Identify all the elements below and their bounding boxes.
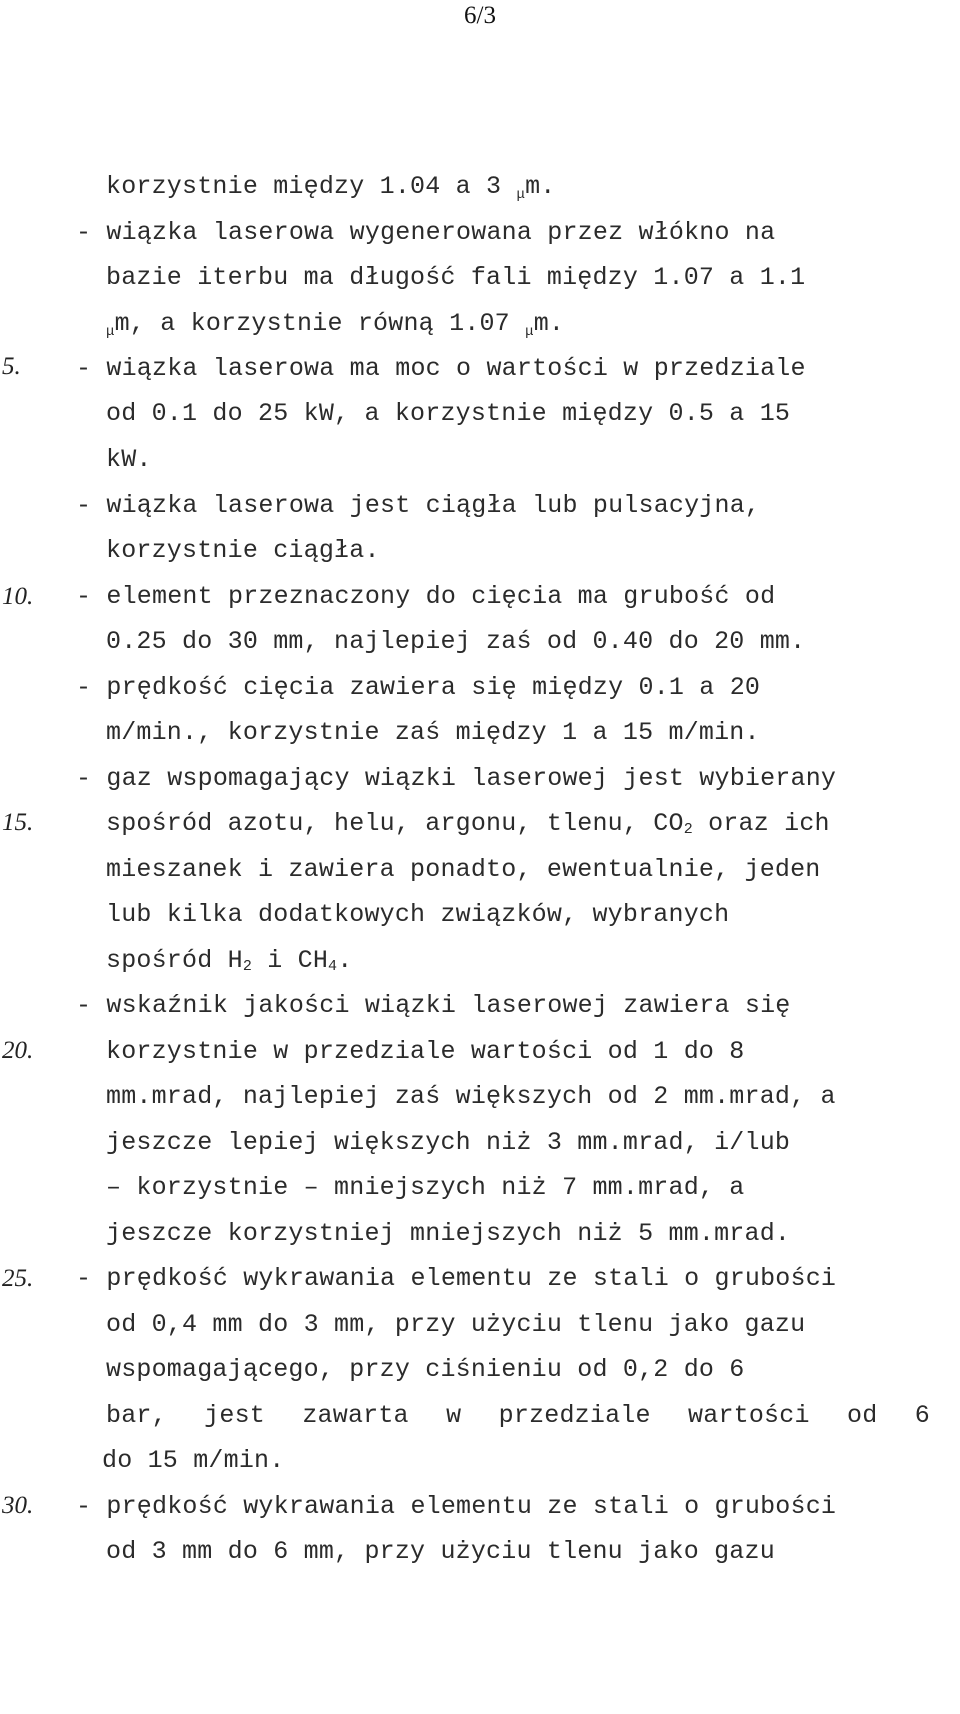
text-line: - prędkość wykrawania elementu ze stali o grubości: [76, 1264, 837, 1293]
text-line: - wskaźnik jakości wiązki laserowej zawiera się: [76, 991, 791, 1020]
text-line: jeszcze lepiej większych niż 3 mm.mrad, i/lub: [106, 1128, 791, 1157]
text-line: bar, jest zawarta w przedziale wartości od 6: [106, 1401, 930, 1430]
line-number-10: 10.: [2, 583, 34, 610]
text-line: kW.: [106, 445, 152, 474]
text-line: od 0.1 do 25 kW, a korzystnie między 0.5 a 15: [106, 399, 791, 428]
text-line: jeszcze korzystniej mniejszych niż 5 mm.mrad.: [106, 1219, 791, 1248]
text-line: korzystnie ciągła.: [106, 536, 380, 565]
text-line: korzystnie w przedziale wartości od 1 do 8: [106, 1037, 745, 1066]
line-number-15: 15.: [2, 809, 34, 836]
text-line: od 3 mm do 6 mm, przy użyciu tlenu jako gazu: [106, 1537, 775, 1566]
text-line: m/min., korzystnie zaś między 1 a 15 m/min.: [106, 718, 760, 747]
text-line: 0.25 do 30 mm, najlepiej zaś od 0.40 do 20 mm.: [106, 627, 806, 656]
text-line: wspomagającego, przy ciśnieniu od 0,2 do 6: [106, 1355, 745, 1384]
text-line: - prędkość cięcia zawiera się między 0.1 a 20: [76, 673, 761, 702]
text-line: - wiązka laserowa jest ciągła lub pulsacyjna,: [76, 491, 761, 520]
text-line: spośród azotu, helu, argonu, tlenu, $CO_2$ oraz ich: [106, 809, 830, 838]
text-line: - wiązka laserowa ma moc o wartości w przedziale: [76, 354, 806, 383]
text-line: $_\mu$m, a korzystnie równą 1.07 $_\mu$m.: [106, 309, 565, 340]
text-line: - prędkość wykrawania elementu ze stali o grubości: [76, 1492, 837, 1521]
line-number-5: 5.: [2, 353, 21, 380]
text-line: - gaz wspomagający wiązki laserowej jest wybierany: [76, 764, 837, 793]
line-number-20: 20.: [2, 1037, 34, 1064]
line-number-25: 25.: [2, 1265, 34, 1292]
page-number: 6/3: [464, 2, 496, 29]
text-line: mieszanek i zawiera ponadto, ewentualnie, jeden: [106, 855, 821, 884]
text-line: spośród $H_2$ i $CH_4$.: [106, 946, 353, 975]
text-line: - element przeznaczony do cięcia ma grubość od: [76, 582, 776, 611]
text-line: lub kilka dodatkowych związków, wybranych: [106, 900, 730, 929]
text-line: - wiązka laserowa wygenerowana przez włókno na: [76, 218, 776, 247]
text-line: do 15 m/min.: [102, 1446, 285, 1475]
text-line: korzystnie między 1.04 a 3 $_\mu$m.: [106, 172, 556, 203]
text-line: mm.mrad, najlepiej zaś większych od 2 mm.mrad, a: [106, 1082, 836, 1111]
text-line: od 0,4 mm do 3 mm, przy użyciu tlenu jako gazu: [106, 1310, 806, 1339]
text-line: – korzystnie – mniejszych niż 7 mm.mrad, a: [106, 1173, 745, 1202]
text-line: bazie iterbu ma długość fali między 1.07 a 1.1: [106, 263, 806, 292]
line-number-30: 30.: [2, 1492, 34, 1519]
